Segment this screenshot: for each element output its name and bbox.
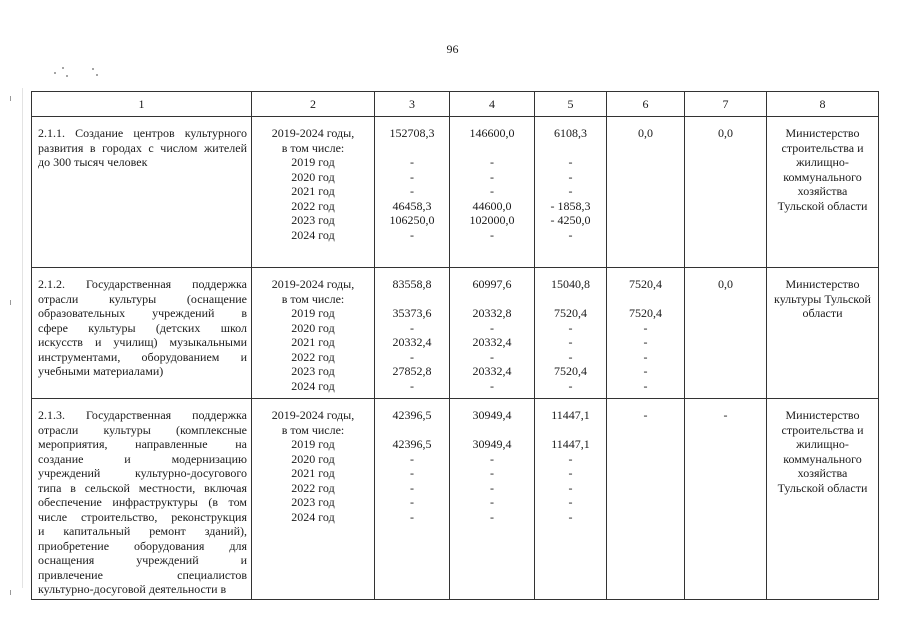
- amount-value: [685, 495, 766, 510]
- amount-value: [535, 141, 606, 156]
- description-line: развития в городах с числом жителей: [38, 140, 247, 155]
- responsible-line: жилищно-: [796, 437, 849, 451]
- amount-value: -: [490, 509, 494, 524]
- amount-value: [535, 423, 606, 438]
- amount-value: [607, 170, 684, 185]
- amount-value: 20332,4: [392, 335, 432, 349]
- amount-value: [685, 199, 766, 214]
- amount-value: -: [568, 378, 573, 393]
- period-line: 2024 год: [291, 227, 335, 242]
- description-line: отрасли культуры (оснащение: [38, 291, 247, 306]
- amount-value: -: [410, 495, 414, 509]
- period-cell: [252, 399, 375, 600]
- amount-value: [685, 364, 766, 379]
- period-list: [252, 268, 374, 393]
- amount-value: 20332,8: [472, 306, 512, 320]
- amount-cell-col3: [375, 268, 450, 399]
- amount-value: -: [410, 466, 414, 480]
- amount-value: [607, 510, 684, 525]
- period-line: 2021 год: [291, 466, 335, 480]
- amount-value: [607, 466, 684, 481]
- amount-value: [450, 141, 534, 156]
- period-line: 2020 год: [291, 169, 335, 184]
- amount-value: [607, 155, 684, 170]
- amount-cell-col5: [535, 268, 607, 399]
- amount-value: -: [490, 466, 494, 480]
- amount-value: 11447,1: [551, 408, 590, 422]
- amount-value: [685, 292, 766, 307]
- amount-value: [685, 213, 766, 228]
- measure-description-cell: [32, 117, 252, 268]
- period-list: [252, 117, 374, 242]
- table-row: [32, 268, 879, 399]
- description-line: 2.1.2. Государственная поддержка: [38, 277, 247, 291]
- amount-cell-col7: [685, 399, 767, 600]
- responsible-line: строительства и: [781, 140, 864, 155]
- amount-value: 83558,8: [392, 277, 432, 291]
- amount-value: -: [568, 509, 573, 524]
- amount-value: 20332,4: [472, 364, 512, 378]
- amount-value: 0,0: [638, 126, 653, 140]
- amount-value: 60997,6: [472, 277, 512, 291]
- period-line: 2019 год: [291, 155, 335, 169]
- description-line: сфере культуры (детских школ: [38, 320, 247, 335]
- amount-value: -: [490, 480, 494, 495]
- amount-value: -: [568, 466, 573, 480]
- amount-value: -: [568, 349, 573, 364]
- measure-description-cell: [32, 399, 252, 600]
- amount-value: [607, 437, 684, 452]
- amount-value: [685, 321, 766, 336]
- table-header-row: [32, 92, 879, 117]
- table-row: [32, 117, 879, 268]
- amount-list: [375, 268, 449, 393]
- amount-value: -: [490, 184, 494, 198]
- amount-value: 7520,4: [554, 306, 587, 320]
- amount-value: [607, 481, 684, 496]
- description-line: обеспечение инфраструктуры (в том: [38, 495, 247, 509]
- table-body: [32, 92, 879, 600]
- responsible-line: области: [802, 306, 843, 320]
- responsible-line: коммунального: [783, 169, 862, 184]
- description-line: учебными материалами): [38, 364, 164, 378]
- amount-value: 20332,4: [472, 335, 512, 349]
- amount-value: -: [568, 480, 573, 495]
- amount-value: [535, 292, 606, 307]
- period-line: 2021 год: [291, 184, 335, 198]
- scan-shadow-line: [22, 88, 23, 588]
- amount-cell-col5: [535, 399, 607, 600]
- amount-cell-col6: [607, 399, 685, 600]
- amount-cell-col4: [450, 399, 535, 600]
- amount-value: 146600,0: [469, 126, 515, 140]
- amount-value: [450, 423, 534, 438]
- amount-value: -: [568, 169, 573, 184]
- budget-table: [31, 91, 879, 600]
- amount-value: 35373,6: [392, 306, 432, 320]
- amount-value: [685, 379, 766, 394]
- amount-value: 106250,0: [389, 213, 435, 227]
- amount-value: [685, 228, 766, 243]
- description-line: мероприятия, направленные на: [38, 437, 247, 451]
- header-cell: 2: [252, 92, 375, 117]
- description-line: отрасли культуры (комплексные: [38, 422, 247, 437]
- amount-value: -: [490, 378, 494, 393]
- amount-value: -: [568, 320, 573, 335]
- amount-value: -: [568, 155, 573, 169]
- amount-value: -: [410, 509, 414, 524]
- responsible-cell: [767, 117, 879, 268]
- period-list: [252, 399, 374, 524]
- amount-value: 27852,8: [392, 364, 432, 378]
- amount-list: [375, 399, 449, 524]
- amount-value: -: [568, 451, 573, 466]
- amount-value: 7520,4: [629, 306, 662, 320]
- amount-value: [607, 228, 684, 243]
- responsible-org: [767, 399, 878, 495]
- description-line: оснащения учреждений и: [38, 553, 247, 567]
- amount-value: [607, 213, 684, 228]
- amount-cell-col4: [450, 117, 535, 268]
- responsible-line: хозяйства: [797, 466, 848, 480]
- margin-mark: [10, 590, 11, 595]
- margin-mark: [10, 96, 11, 101]
- amount-value: [607, 199, 684, 214]
- amount-value: 102000,0: [469, 213, 515, 227]
- amount-value: -: [643, 335, 648, 349]
- amount-value: [685, 350, 766, 365]
- amount-value: -: [568, 227, 573, 242]
- period-line: 2019 год: [291, 306, 335, 320]
- header-cell: 8: [767, 92, 879, 117]
- amount-value: [685, 510, 766, 525]
- amount-value: -: [410, 227, 414, 242]
- description-line: приобретение оборудования для: [38, 538, 247, 553]
- amount-value: -: [410, 169, 414, 184]
- amount-value: -: [568, 495, 573, 509]
- amount-value: -: [490, 451, 494, 466]
- amount-value: -: [490, 320, 494, 335]
- period-line: в том числе:: [281, 291, 345, 306]
- description-line: до 300 тысяч человек: [38, 155, 148, 169]
- description-line: 2.1.3. Государственная поддержка: [38, 408, 247, 422]
- header-cell: 6: [607, 92, 685, 117]
- responsible-org: [767, 117, 878, 213]
- period-line: 2020 год: [291, 451, 335, 466]
- responsible-org: [767, 268, 878, 321]
- amount-cell-col4: [450, 268, 535, 399]
- amount-list: [375, 117, 449, 242]
- amount-value: [685, 184, 766, 199]
- amount-value: [607, 495, 684, 510]
- amount-value: -: [490, 227, 494, 242]
- amount-value: [685, 141, 766, 156]
- period-line: 2019-2024 годы,: [271, 277, 355, 291]
- amount-value: -: [643, 364, 648, 378]
- amount-value: [607, 292, 684, 307]
- amount-cell-col6: [607, 268, 685, 399]
- period-cell: [252, 117, 375, 268]
- amount-value: -: [643, 378, 648, 393]
- amount-value: -: [723, 408, 728, 422]
- amount-list: [685, 399, 766, 524]
- amount-value: [375, 423, 449, 438]
- period-line: в том числе:: [281, 422, 345, 437]
- amount-value: 7520,4: [554, 364, 587, 378]
- amount-value: [685, 466, 766, 481]
- amount-value: -: [490, 349, 494, 364]
- responsible-line: Тульской области: [777, 480, 868, 495]
- period-line: 2019 год: [291, 437, 335, 451]
- amount-value: [685, 335, 766, 350]
- amount-list: [607, 268, 684, 393]
- amount-value: 0,0: [718, 277, 733, 291]
- amount-value: [450, 292, 534, 307]
- margin-mark: [10, 300, 11, 305]
- amount-value: -: [410, 155, 414, 169]
- amount-value: [607, 452, 684, 467]
- amount-cell-col3: [375, 399, 450, 600]
- amount-value: [685, 423, 766, 438]
- amount-value: -: [410, 378, 414, 393]
- measure-description: [32, 268, 251, 379]
- responsible-cell: [767, 268, 879, 399]
- amount-value: [607, 141, 684, 156]
- responsible-line: строительства и: [781, 422, 864, 437]
- description-line: искусств и училищ) музыкальными: [38, 335, 247, 349]
- measure-description: [32, 117, 251, 170]
- description-line: культурно-досуговой деятельности в: [38, 582, 227, 596]
- amount-value: [685, 170, 766, 185]
- amount-value: -: [490, 155, 494, 169]
- responsible-line: коммунального: [783, 451, 862, 466]
- amount-value: -: [410, 349, 414, 364]
- amount-value: -: [410, 451, 414, 466]
- amount-value: [685, 437, 766, 452]
- period-line: 2020 год: [291, 320, 335, 335]
- description-line: инструментами, оборудованием и: [38, 349, 247, 364]
- responsible-line: культуры Тульской: [774, 291, 871, 306]
- table-row: [32, 399, 879, 600]
- amount-value: 42396,5: [392, 408, 432, 422]
- amount-cell-col7: [685, 268, 767, 399]
- amount-value: -: [410, 184, 414, 198]
- amount-cell-col6: [607, 117, 685, 268]
- amount-value: 0,0: [718, 126, 733, 140]
- amount-list: [450, 117, 534, 242]
- header-cell: 7: [685, 92, 767, 117]
- responsible-line: Тульской области: [777, 198, 868, 213]
- amount-list: [535, 117, 606, 242]
- amount-value: 7520,4: [629, 277, 662, 291]
- amount-value: [685, 452, 766, 467]
- amount-value: [685, 155, 766, 170]
- description-line: 2.1.1. Создание центров культурного: [38, 126, 247, 140]
- header-cell: 3: [375, 92, 450, 117]
- amount-list: [535, 268, 606, 393]
- amount-value: 30949,4: [472, 408, 512, 422]
- description-line: привлечение специалистов: [38, 567, 247, 582]
- responsible-line: Министерство: [785, 277, 860, 291]
- description-line: числе строительство, реконструкция: [38, 509, 247, 524]
- period-cell: [252, 268, 375, 399]
- measure-description: [32, 399, 251, 597]
- responsible-line: Министерство: [785, 126, 860, 140]
- amount-value: [685, 481, 766, 496]
- amount-value: -: [490, 495, 494, 509]
- amount-value: [685, 306, 766, 321]
- amount-list: [450, 268, 534, 393]
- amount-value: 11447,1: [551, 437, 590, 451]
- amount-cell-col5: [535, 117, 607, 268]
- description-line: создание и модернизацию: [38, 451, 247, 466]
- period-line: 2023 год: [291, 495, 335, 509]
- scan-specks: [52, 66, 112, 80]
- amount-value: [375, 292, 449, 307]
- amount-value: -: [643, 408, 648, 422]
- page-number: 96: [446, 42, 459, 56]
- period-line: 2024 год: [291, 509, 335, 524]
- amount-list: [607, 399, 684, 524]
- description-line: образовательных учреждений в: [38, 306, 247, 320]
- amount-value: -: [643, 320, 648, 335]
- header-cell: 4: [450, 92, 535, 117]
- header-cell: 5: [535, 92, 607, 117]
- amount-cell-col7: [685, 117, 767, 268]
- responsible-line: Министерство: [785, 408, 860, 422]
- header-cell: 1: [32, 92, 252, 117]
- measure-description-cell: [32, 268, 252, 399]
- amount-value: 42396,5: [392, 437, 432, 451]
- amount-value: [375, 141, 449, 156]
- amount-value: 6108,3: [554, 126, 587, 140]
- amount-value: -: [410, 320, 414, 335]
- amount-value: 152708,3: [389, 126, 435, 140]
- amount-value: -: [490, 169, 494, 184]
- period-line: 2019-2024 годы,: [271, 408, 355, 422]
- period-line: 2023 год: [291, 364, 335, 378]
- description-line: и капитальный ремонт зданий),: [38, 524, 247, 538]
- responsible-line: жилищно-: [796, 155, 849, 169]
- period-line: 2022 год: [291, 480, 335, 495]
- amount-value: -: [643, 349, 648, 364]
- description-line: типа в сельской местности, включая: [38, 480, 247, 495]
- amount-list: [685, 268, 766, 393]
- responsible-cell: [767, 399, 879, 600]
- amount-list: [607, 117, 684, 242]
- period-line: 2023 год: [291, 213, 335, 227]
- amount-value: 46458,3: [392, 198, 432, 213]
- amount-value: -: [568, 335, 573, 349]
- period-line: 2022 год: [291, 349, 335, 364]
- amount-list: [535, 399, 606, 524]
- amount-value: - 1858,3: [550, 198, 591, 213]
- amount-cell-col3: [375, 117, 450, 268]
- amount-value: 44600,0: [472, 198, 512, 213]
- amount-value: 30949,4: [472, 437, 512, 451]
- amount-value: - 4250,0: [550, 213, 591, 227]
- period-line: 2019-2024 годы,: [271, 126, 355, 140]
- period-line: 2021 год: [291, 335, 335, 349]
- amount-list: [450, 399, 534, 524]
- description-line: учреждений культурно-досугового: [38, 466, 247, 480]
- period-line: 2022 год: [291, 198, 335, 213]
- amount-value: -: [568, 184, 573, 198]
- amount-value: [607, 184, 684, 199]
- amount-value: -: [410, 480, 414, 495]
- responsible-line: хозяйства: [797, 184, 848, 198]
- amount-value: 15040,8: [551, 277, 590, 291]
- amount-list: [685, 117, 766, 242]
- amount-value: [607, 423, 684, 438]
- period-line: в том числе:: [281, 140, 345, 155]
- period-line: 2024 год: [291, 378, 335, 393]
